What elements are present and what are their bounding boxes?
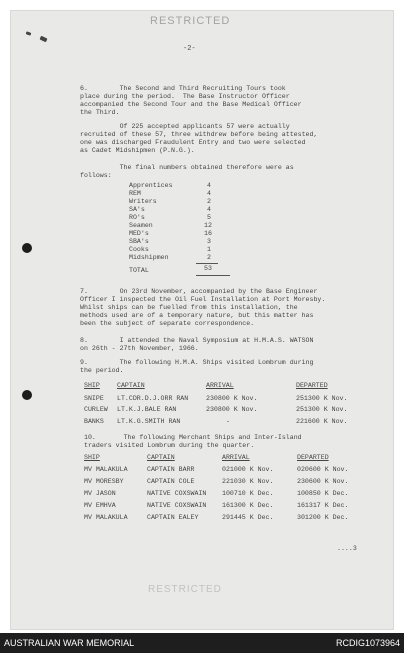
restricted-stamp-faded: RESTRICTED bbox=[148, 584, 222, 595]
punch-hole-bottom bbox=[22, 390, 32, 400]
list-item-label: Seamen bbox=[129, 222, 153, 229]
paragraph-6-line-4: the Third. bbox=[80, 109, 120, 116]
column-header-captain: CAPTAIN bbox=[117, 382, 145, 389]
table-cell: 100710 K Dec. bbox=[222, 490, 274, 497]
paragraph-6c-line-2: follows: bbox=[80, 172, 112, 179]
table-cell: 221030 K Nov. bbox=[222, 478, 274, 485]
table-cell: 221600 K Nov. bbox=[296, 418, 348, 425]
paragraph-6b-line-3: one was discharged Fraudulent Entry and two were selected bbox=[80, 139, 306, 146]
table-cell: 161317 K Dec. bbox=[297, 502, 349, 509]
table-cell: MV EMHVA bbox=[84, 502, 116, 509]
table-cell: 021000 K Nov. bbox=[222, 466, 274, 473]
total-label: TOTAL bbox=[129, 267, 149, 274]
paragraph-10-line-2: traders visited Lombrum during the quarter. bbox=[84, 442, 255, 449]
list-item-value: 16 bbox=[204, 230, 212, 237]
table-cell: 100850 K Dec. bbox=[297, 490, 349, 497]
table-cell: 301200 K Dec. bbox=[297, 514, 349, 521]
paragraph-10-line-1: 10. The following Merchant Ships and Inter-Island bbox=[84, 434, 302, 441]
list-item-label: RO's bbox=[129, 214, 145, 221]
table-cell: BANKS bbox=[84, 418, 104, 425]
list-item-value: 3 bbox=[207, 238, 211, 245]
paragraph-6c-line-1: The final numbers obtained therefore were as bbox=[80, 164, 294, 171]
table-cell: NATIVE COXSWAIN bbox=[147, 502, 207, 509]
restricted-stamp: RESTRICTED bbox=[150, 15, 231, 27]
list-item-value: 2 bbox=[207, 198, 211, 205]
table-cell: 161300 K Dec. bbox=[222, 502, 274, 509]
table-cell: MV MALAKULA bbox=[84, 466, 128, 473]
table-cell: SNIPE bbox=[84, 395, 104, 402]
table-cell: CURLEW bbox=[84, 406, 108, 413]
column-header-ship: SHIP bbox=[84, 454, 100, 461]
list-item-label: Midshipmen bbox=[129, 254, 169, 261]
list-item-label: SBA's bbox=[129, 238, 149, 245]
list-item-label: Apprentices bbox=[129, 182, 173, 189]
table-cell: 230800 K Nov. bbox=[206, 395, 258, 402]
list-item-label: Writers bbox=[129, 198, 157, 205]
paragraph-6-line-2: place during the period. The Base Instructor Officer bbox=[80, 93, 290, 100]
list-item-label: Cooks bbox=[129, 246, 149, 253]
table-cell: 251300 K Nov. bbox=[296, 406, 348, 413]
paragraph-8-line-2: on 26th - 27th November, 1966. bbox=[80, 345, 199, 352]
staple-marks bbox=[26, 32, 48, 46]
list-item-value: 4 bbox=[207, 190, 211, 197]
column-header-ship: SHIP bbox=[84, 382, 100, 389]
paragraph-7-line-3: Whilst ships can be fuelled from this installation, the bbox=[80, 304, 298, 311]
table-cell: 230800 K Nov. bbox=[206, 406, 258, 413]
footer-source: AUSTRALIAN WAR MEMORIAL bbox=[4, 638, 135, 648]
table-cell: LT.K.G.SMITH RAN bbox=[117, 418, 181, 425]
continuation-marker: ....3 bbox=[337, 545, 357, 552]
list-item-label: REM bbox=[129, 190, 141, 197]
column-header-departed: DEPARTED bbox=[297, 454, 329, 461]
paragraph-7-line-2: Officer I inspected the Oil Fuel Installation at Port Moresby. bbox=[80, 296, 326, 303]
table-cell: 230600 K Nov. bbox=[297, 478, 349, 485]
paragraph-6b-line-1: Of 225 accepted applicants 57 were actually bbox=[80, 123, 290, 130]
table-cell: CAPTAIN EALEY bbox=[147, 514, 199, 521]
table-cell: 020600 K Nov. bbox=[297, 466, 349, 473]
list-item-value: 4 bbox=[207, 206, 211, 213]
paragraph-6b-line-2: recruited of these 57, three withdrew before being attested, bbox=[80, 131, 318, 138]
table-cell: LT.K.J.BALE RAN bbox=[117, 406, 177, 413]
footer-record-id: RCDIG1073964 bbox=[335, 638, 400, 648]
total-rule-top bbox=[196, 263, 218, 264]
list-item-value: 5 bbox=[207, 214, 211, 221]
table-cell: 291445 K Dec. bbox=[222, 514, 274, 521]
paragraph-8-line-1: 8. I attended the Naval Symposium at H.M.A.S. WATSON bbox=[80, 337, 314, 344]
list-item-value: 2 bbox=[207, 254, 211, 261]
list-item-label: SA's bbox=[129, 206, 145, 213]
table-cell: - bbox=[226, 418, 230, 425]
table-cell: CAPTAIN BARR bbox=[147, 466, 195, 473]
paragraph-9-line-1: 9. The following H.M.A. Ships visited Lombrum during bbox=[80, 359, 314, 366]
paragraph-7-line-4: methods used are of a temporary nature, but this matter has bbox=[80, 312, 314, 319]
total-rule-bottom bbox=[196, 275, 230, 276]
table-cell: MV JASON bbox=[84, 490, 116, 497]
archive-footer bbox=[0, 633, 404, 653]
punch-hole-top bbox=[22, 243, 32, 253]
paragraph-9-line-2: the period. bbox=[80, 367, 124, 374]
paragraph-6-line-3: accompanied the Second Tour and the Base Medical Officer bbox=[80, 101, 302, 108]
paragraph-7-line-5: been the subject of separate correspondence. bbox=[80, 320, 255, 327]
paragraph-7-line-1: 7. On 23rd November, accompanied by the Base Engineer bbox=[80, 288, 318, 295]
table-cell: MV MALAKULA bbox=[84, 514, 128, 521]
column-header-arrival: ARRIVAL bbox=[206, 382, 234, 389]
list-item-value: 12 bbox=[204, 222, 212, 229]
table-cell: MV MORESBY bbox=[84, 478, 124, 485]
table-cell: 251300 K Nov. bbox=[296, 395, 348, 402]
column-header-departed: DEPARTED bbox=[296, 382, 328, 389]
paragraph-6-line-1: 6. The Second and Third Recruiting Tours took bbox=[80, 85, 286, 92]
column-header-arrival: ARRIVAL bbox=[222, 454, 250, 461]
list-item-label: MED's bbox=[129, 230, 149, 237]
list-item-value: 1 bbox=[207, 246, 211, 253]
table-cell: LT.CDR.D.J.ORR RAN bbox=[117, 395, 189, 402]
table-cell: NATIVE COXSWAIN bbox=[147, 490, 207, 497]
paragraph-6b-line-4: as Cadet Midshipmen (P.N.G.). bbox=[80, 147, 195, 154]
total-value: 53 bbox=[204, 265, 212, 272]
column-header-captain: CAPTAIN bbox=[147, 454, 175, 461]
page-number: -2- bbox=[183, 45, 196, 53]
list-item-value: 4 bbox=[207, 182, 211, 189]
table-cell: CAPTAIN COLE bbox=[147, 478, 195, 485]
